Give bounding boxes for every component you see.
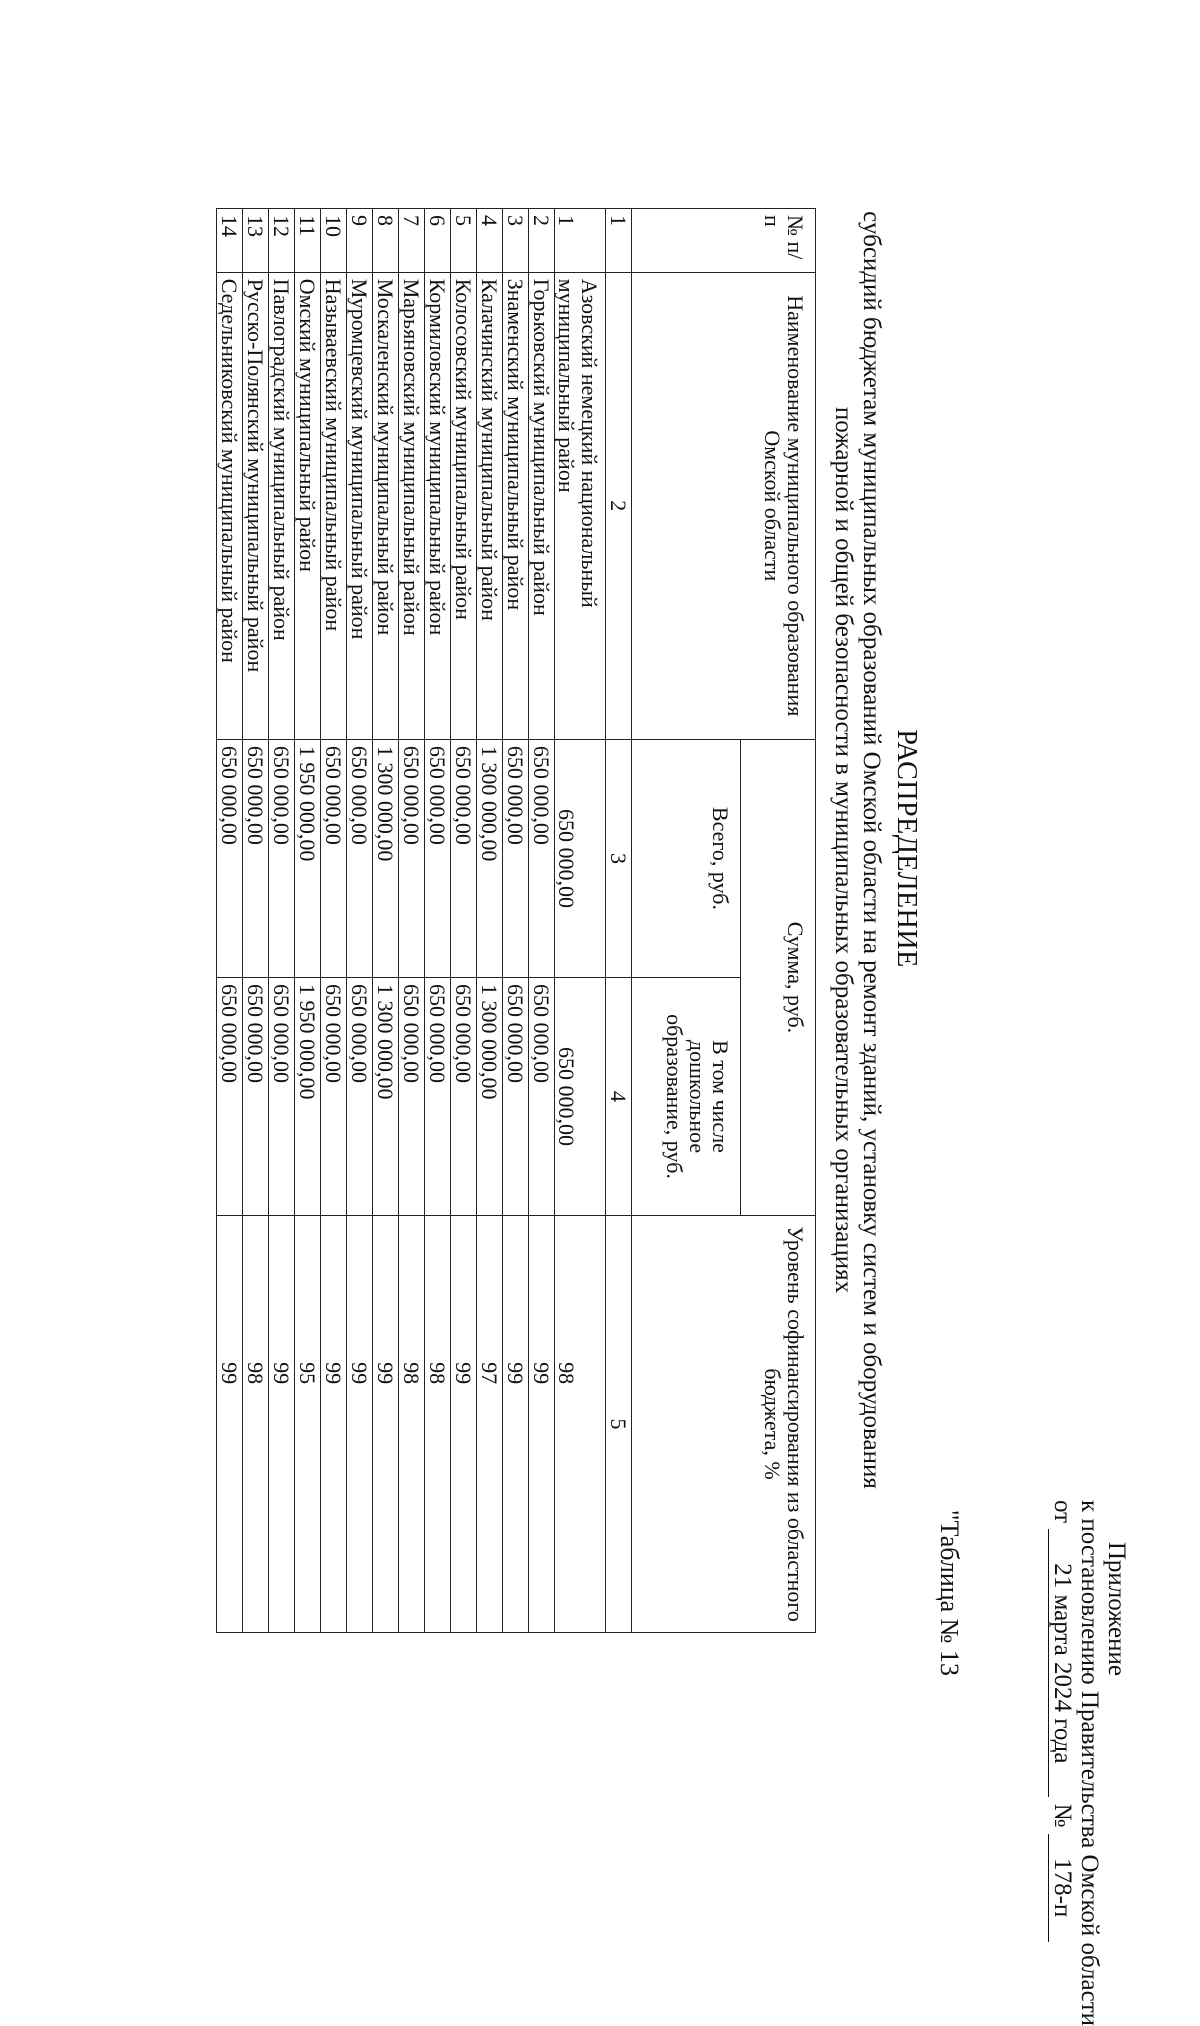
row-preschool: 1 300 000,00	[373, 977, 399, 1215]
table-row	[217, 209, 243, 1633]
table-row	[451, 209, 477, 1633]
row-total: 650 000,00	[321, 739, 347, 977]
column-index: 2	[606, 272, 632, 739]
row-level: 99	[503, 1216, 529, 1633]
row-number: 4	[477, 209, 503, 273]
row-number: 6	[425, 209, 451, 273]
row-number: 12	[269, 209, 295, 273]
header-sum: Сумма, руб.	[741, 739, 816, 1215]
table-row	[555, 209, 606, 1633]
row-number: 1	[555, 209, 606, 273]
row-level: 97	[477, 1216, 503, 1633]
table-row	[373, 209, 399, 1633]
row-number: 7	[399, 209, 425, 273]
row-name: Омский муниципальный район	[295, 272, 321, 739]
row-preschool: 1 300 000,00	[477, 977, 503, 1215]
row-number: 14	[217, 209, 243, 273]
document-subtitle: субсидий бюджетам муниципальных образований Омской области на ремонт зданий, установку систем и оборудования пожарной и общей безопасности в муниципальных образовательных организациях	[830, 211, 885, 1489]
row-level: 98	[243, 1216, 269, 1633]
date-value: 21 марта 2024 года	[1048, 1529, 1076, 1797]
row-preschool: 1 950 000,00	[295, 977, 321, 1215]
header-total: Всего, руб.	[632, 739, 741, 977]
row-level: 99	[373, 1216, 399, 1633]
document-title: РАСПРЕДЕЛЕНИЕ	[891, 729, 922, 968]
row-number: 9	[347, 209, 373, 273]
row-name: Калачинский муниципальный район	[477, 272, 503, 739]
approval-line-2: к постановлению Правительства Омской области	[1076, 1500, 1103, 2026]
row-total: 1 300 000,00	[373, 739, 399, 977]
row-name: Азовский немецкий национальный муниципальный район	[555, 272, 606, 739]
column-index-row	[606, 209, 632, 1633]
header-preschool: В том числе дошкольное образование, руб.	[632, 977, 741, 1215]
row-name: Москаленский муниципальный район	[373, 272, 399, 739]
row-level: 99	[529, 1216, 555, 1633]
row-level: 99	[347, 1216, 373, 1633]
header-level: Уровень софинансирования из областного бюджета, %	[632, 1216, 816, 1633]
row-total: 650 000,00	[555, 739, 606, 977]
table-row	[347, 209, 373, 1633]
table-row	[477, 209, 503, 1633]
row-level: 98	[425, 1216, 451, 1633]
header-num: № п/п	[632, 209, 816, 273]
row-total: 650 000,00	[269, 739, 295, 977]
row-number: 8	[373, 209, 399, 273]
row-total: 650 000,00	[451, 739, 477, 977]
row-number: 10	[321, 209, 347, 273]
row-number: 5	[451, 209, 477, 273]
row-preschool: 650 000,00	[555, 977, 606, 1215]
row-name: Марьяновский муниципальный район	[399, 272, 425, 739]
table-row	[295, 209, 321, 1633]
row-preschool: 650 000,00	[217, 977, 243, 1215]
row-name: Знаменский муниципальный район	[503, 272, 529, 739]
row-total: 650 000,00	[243, 739, 269, 977]
column-index: 3	[606, 739, 632, 977]
column-index: 4	[606, 977, 632, 1215]
approval-line-1: Приложение	[1103, 1541, 1130, 1676]
column-index: 5	[606, 1216, 632, 1633]
table-row	[503, 209, 529, 1633]
row-level: 98	[399, 1216, 425, 1633]
approval-block	[1048, 1500, 1130, 2026]
row-name: Седельниковский муниципальный район	[217, 272, 243, 739]
row-number: 13	[243, 209, 269, 273]
row-total: 650 000,00	[347, 739, 373, 977]
table-label: "Таблица № 13	[935, 1509, 964, 1676]
row-preschool: 650 000,00	[503, 977, 529, 1215]
table-row	[399, 209, 425, 1633]
row-preschool: 650 000,00	[399, 977, 425, 1215]
table-row	[269, 209, 295, 1633]
table-row	[425, 209, 451, 1633]
row-total: 1 300 000,00	[477, 739, 503, 977]
distribution-table	[216, 208, 816, 1633]
row-level: 98	[555, 1216, 606, 1633]
number-value: 178-п	[1048, 1834, 1076, 1942]
row-name: Называевский муниципальный район	[321, 272, 347, 739]
column-index: 1	[606, 209, 632, 273]
row-preschool: 650 000,00	[529, 977, 555, 1215]
header-name: Наименование муниципального образования Омской области	[632, 272, 816, 739]
row-name: Павлоградский муниципальный район	[269, 272, 295, 739]
number-prefix: №	[1049, 1803, 1076, 1828]
table-row	[243, 209, 269, 1633]
row-preschool: 650 000,00	[347, 977, 373, 1215]
row-preschool: 650 000,00	[243, 977, 269, 1215]
row-total: 650 000,00	[529, 739, 555, 977]
date-prefix: от	[1049, 1500, 1076, 1524]
row-number: 3	[503, 209, 529, 273]
row-preschool: 650 000,00	[269, 977, 295, 1215]
row-preschool: 650 000,00	[451, 977, 477, 1215]
row-preschool: 650 000,00	[321, 977, 347, 1215]
row-total: 650 000,00	[399, 739, 425, 977]
header-row-1	[741, 209, 816, 1633]
row-level: 99	[217, 1216, 243, 1633]
table-row	[529, 209, 555, 1633]
row-level: 99	[269, 1216, 295, 1633]
row-total: 650 000,00	[425, 739, 451, 977]
row-level: 95	[295, 1216, 321, 1633]
row-number: 11	[295, 209, 321, 273]
table-row	[321, 209, 347, 1633]
row-total: 650 000,00	[217, 739, 243, 977]
row-preschool: 650 000,00	[425, 977, 451, 1215]
row-level: 99	[321, 1216, 347, 1633]
row-name: Кормиловский муниципальный район	[425, 272, 451, 739]
approval-date-line	[1048, 1500, 1076, 1918]
row-level: 99	[451, 1216, 477, 1633]
row-number: 2	[529, 209, 555, 273]
row-total: 1 950 000,00	[295, 739, 321, 977]
row-total: 650 000,00	[503, 739, 529, 977]
table-body	[217, 209, 606, 1633]
row-name: Горьковский муниципальный район	[529, 272, 555, 739]
row-name: Колосовский муниципальный район	[451, 272, 477, 739]
row-name: Русско-Полянский муниципальный район	[243, 272, 269, 739]
row-name: Муромцевский муниципальный район	[347, 272, 373, 739]
